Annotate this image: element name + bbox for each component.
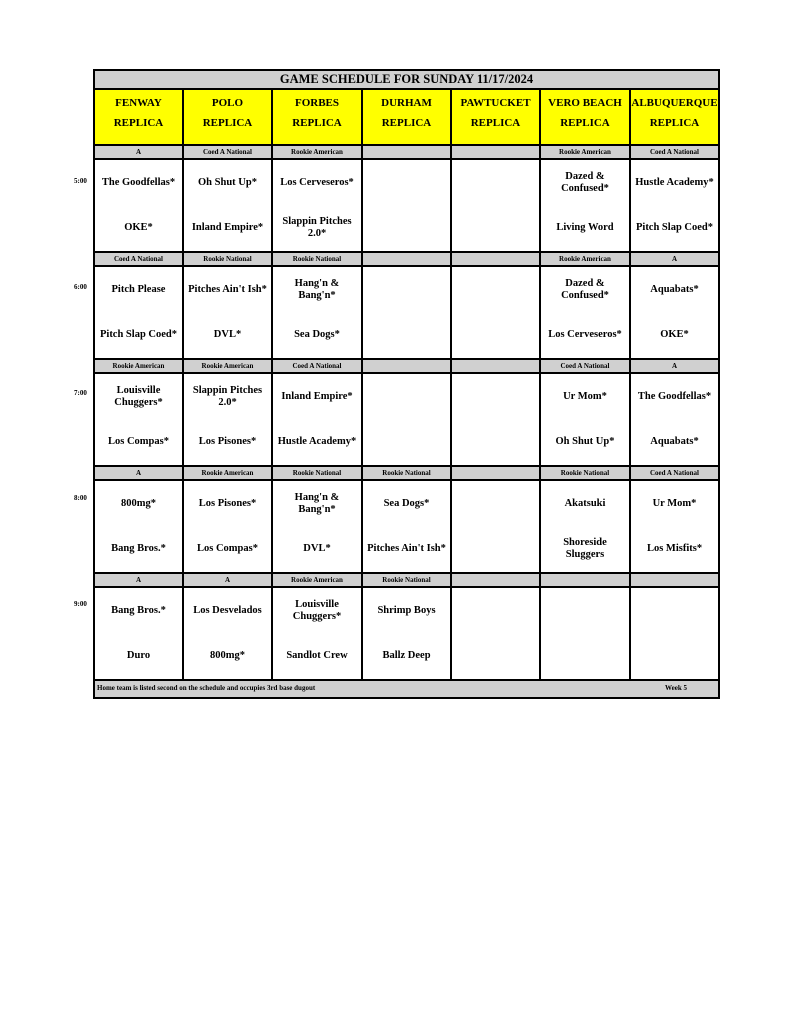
division-label: A (95, 146, 184, 158)
division-label: A (95, 574, 184, 586)
game-cell (273, 481, 363, 572)
field-subtitle: REPLICA (113, 117, 164, 129)
division-label (363, 360, 452, 372)
division-label: Coed A National (631, 146, 718, 158)
game-cell (541, 481, 631, 572)
field-name: DURHAM (381, 97, 432, 109)
away-team (631, 588, 718, 633)
game-cell (273, 374, 363, 465)
game-cell (95, 267, 184, 358)
away-team: Hustle Academy* (635, 176, 714, 188)
away-team: The Goodfellas* (637, 390, 712, 402)
division-label: Rookie National (273, 467, 363, 479)
time-label: 8:00 (74, 494, 87, 502)
division-label (541, 574, 631, 586)
away-team (452, 588, 539, 633)
game-cell (184, 588, 273, 679)
division-label (452, 574, 541, 586)
time-label: 9:00 (74, 600, 87, 608)
away-team: Los Pisones* (198, 497, 257, 509)
away-team: Ur Mom* (652, 497, 697, 509)
home-team (452, 205, 539, 250)
away-team: Louisville Chuggers* (114, 384, 163, 408)
field-subtitle: REPLICA (202, 117, 253, 129)
game-cell (363, 374, 452, 465)
home-team: Living Word (556, 221, 614, 233)
division-label: Rookie American (184, 360, 273, 372)
away-team (363, 267, 450, 312)
game-cell (95, 160, 184, 251)
away-team: Dazed & Confused* (561, 170, 609, 194)
game-cell (95, 374, 184, 465)
away-team: Sea Dogs* (383, 497, 430, 509)
home-team (452, 526, 539, 571)
home-team (452, 633, 539, 678)
away-team: Ur Mom* (563, 390, 607, 402)
home-team: Los Misfits* (646, 542, 703, 554)
home-team: Bang Bros.* (111, 542, 166, 554)
field-header (363, 90, 452, 144)
week-label: Week 5 (665, 684, 687, 692)
home-team: Sea Dogs* (294, 328, 340, 340)
division-label: Rookie American (541, 253, 631, 265)
home-team: Sandlot Crew (286, 649, 348, 661)
away-team: Hang'n & Bang'n* (294, 277, 340, 301)
schedule-footer (95, 681, 718, 697)
field-name: POLO (211, 97, 244, 109)
game-cell (95, 588, 184, 679)
home-team: Ballz Deep (382, 649, 431, 661)
away-team (363, 160, 450, 205)
division-label: Rookie American (273, 146, 363, 158)
schedule-title: GAME SCHEDULE FOR SUNDAY 11/17/2024 (95, 71, 718, 90)
game-slot-row (95, 588, 718, 681)
home-team: Inland Empire* (191, 221, 264, 233)
game-cell (452, 267, 541, 358)
field-subtitle: REPLICA (649, 117, 700, 129)
away-team (452, 267, 539, 312)
division-label (631, 574, 718, 586)
home-team: Oh Shut Up* (555, 435, 615, 447)
game-cell (541, 267, 631, 358)
home-team: Los Compas* (108, 435, 169, 447)
game-cell (452, 374, 541, 465)
home-team (541, 633, 629, 678)
division-label (452, 253, 541, 265)
away-team: Pitches Ain't Ish* (188, 283, 267, 295)
game-cell (95, 481, 184, 572)
division-label: Rookie National (363, 574, 452, 586)
division-label: A (631, 253, 718, 265)
game-cell (273, 160, 363, 251)
field-name: PAWTUCKET (460, 97, 531, 109)
time-label: 5:00 (74, 177, 87, 185)
game-cell (184, 160, 273, 251)
field-header (184, 90, 273, 144)
game-slot-row (95, 374, 718, 467)
division-label: A (95, 467, 184, 479)
home-team: 800mg* (210, 649, 245, 661)
away-team: Bang Bros.* (111, 604, 166, 616)
game-cell (452, 588, 541, 679)
division-row (95, 574, 718, 588)
field-name: FORBES (294, 97, 339, 109)
away-team: 800mg* (121, 497, 156, 509)
away-team: Los Desvelados (193, 604, 262, 616)
schedule-body (95, 146, 718, 681)
field-subtitle: REPLICA (470, 117, 521, 129)
away-team: Pitch Please (111, 283, 166, 295)
away-team (363, 374, 450, 419)
time-label: 7:00 (74, 389, 87, 397)
division-label: Rookie National (363, 467, 452, 479)
home-team: OKE* (660, 328, 689, 340)
time-label: 6:00 (74, 283, 87, 291)
home-team (452, 312, 539, 357)
game-cell (631, 374, 718, 465)
game-slot-row (95, 160, 718, 253)
game-cell (541, 588, 631, 679)
home-team: Los Pisones* (198, 435, 257, 447)
away-team: Akatsuki (564, 497, 606, 509)
division-label: Coed A National (184, 146, 273, 158)
division-label (363, 146, 452, 158)
division-row (95, 360, 718, 374)
division-label: Coed A National (273, 360, 363, 372)
game-slot-row (95, 267, 718, 360)
away-team: Dazed & Confused* (561, 277, 609, 301)
field-subtitle: REPLICA (292, 117, 342, 129)
away-team (452, 481, 539, 526)
field-name: VERO BEACH (548, 97, 622, 109)
field-subtitle: REPLICA (560, 117, 610, 129)
division-row (95, 467, 718, 481)
field-subtitle: REPLICA (381, 117, 432, 129)
away-team: Shrimp Boys (377, 604, 436, 616)
game-cell (184, 374, 273, 465)
away-team: Oh Shut Up* (198, 176, 257, 188)
home-team: Shoreside Sluggers (563, 536, 607, 560)
home-team (452, 419, 539, 464)
field-header (273, 90, 363, 144)
home-team (363, 419, 450, 464)
game-cell (363, 481, 452, 572)
home-team: Hustle Academy* (277, 435, 357, 447)
away-team (541, 588, 629, 633)
game-cell (541, 374, 631, 465)
home-team: Duro (126, 649, 151, 661)
field-header (541, 90, 631, 144)
game-cell (631, 267, 718, 358)
home-team: Slappin Pitches 2.0* (282, 215, 352, 239)
away-team: Louisville Chuggers* (292, 598, 342, 622)
game-cell (273, 267, 363, 358)
game-cell (452, 481, 541, 572)
division-row (95, 146, 718, 160)
field-name: FENWAY (115, 97, 162, 109)
game-cell (184, 267, 273, 358)
away-team: The Goodfellas* (101, 176, 176, 188)
home-team: Aquabats* (650, 435, 699, 447)
division-label (452, 360, 541, 372)
away-team: Hang'n & Bang'n* (294, 491, 340, 515)
division-row (95, 253, 718, 267)
game-cell (541, 160, 631, 251)
home-team: DVL* (303, 542, 331, 554)
division-label (363, 253, 452, 265)
away-team (452, 374, 539, 419)
away-team: Slappin Pitches 2.0* (192, 384, 263, 408)
division-label (452, 467, 541, 479)
field-header-row (95, 90, 718, 146)
division-label: Rookie National (541, 467, 631, 479)
home-team: DVL* (213, 328, 242, 340)
home-team (363, 205, 450, 250)
game-cell (273, 588, 363, 679)
home-team: OKE* (124, 221, 153, 233)
field-header (631, 90, 718, 144)
home-team: Pitch Slap Coed* (99, 328, 177, 340)
division-label (452, 146, 541, 158)
home-team (363, 312, 450, 357)
division-label: Rookie American (541, 146, 631, 158)
home-team: Los Compas* (197, 542, 258, 554)
field-header (452, 90, 541, 144)
schedule-table (93, 69, 720, 699)
game-cell (631, 481, 718, 572)
division-label: Rookie American (184, 467, 273, 479)
footer-note: Home team is listed second on the schedule and occupies 3rd base dugout (97, 684, 316, 692)
division-label: A (184, 574, 273, 586)
home-team: Los Cerveseros* (548, 328, 622, 340)
division-label: Rookie American (95, 360, 184, 372)
game-cell (363, 267, 452, 358)
division-label: Coed A National (541, 360, 631, 372)
game-cell (363, 160, 452, 251)
field-name: ALBUQUERQUE (631, 97, 718, 109)
division-label: A (631, 360, 718, 372)
division-label: Coed A National (95, 253, 184, 265)
away-team: Inland Empire* (281, 390, 353, 402)
game-cell (363, 588, 452, 679)
game-cell (631, 160, 718, 251)
away-team: Aquabats* (650, 283, 699, 295)
division-label: Rookie National (184, 253, 273, 265)
game-slot-row (95, 481, 718, 574)
away-team: Los Cerveseros* (280, 176, 354, 188)
game-cell (631, 588, 718, 679)
away-team (452, 160, 539, 205)
field-header (95, 90, 184, 144)
game-cell (452, 160, 541, 251)
home-team: Pitches Ain't Ish* (367, 542, 446, 554)
division-label: Rookie National (273, 253, 363, 265)
home-team: Pitch Slap Coed* (635, 221, 713, 233)
division-label: Coed A National (631, 467, 718, 479)
home-team (631, 633, 718, 678)
game-cell (184, 481, 273, 572)
division-label: Rookie American (273, 574, 363, 586)
